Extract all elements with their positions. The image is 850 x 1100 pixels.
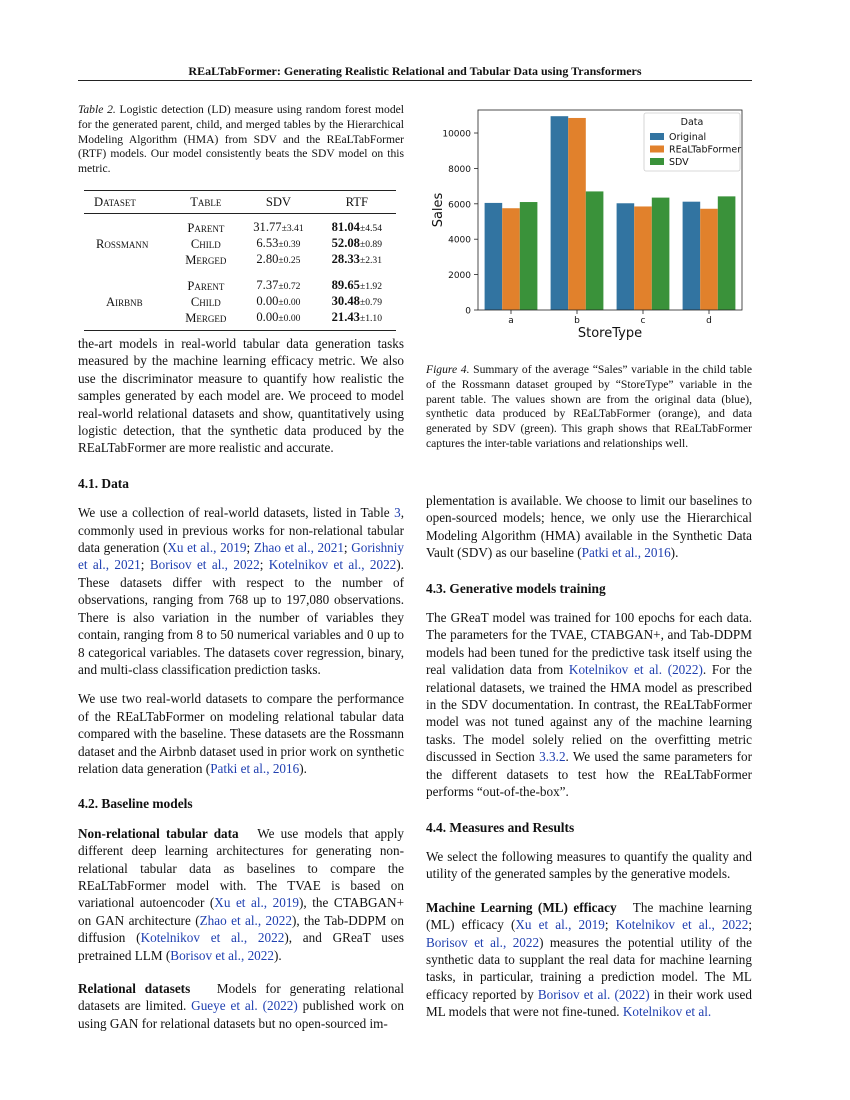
paragraph-heading: Relational datasets — [78, 981, 191, 996]
figure4-caption-label: Figure 4. — [426, 363, 470, 376]
text-span: The GReaT model was trained for 100 epochs for each data. The parameters for the TVAE, CTABGAN+, and Tab-DDPM models had been tuned for the predictive task itself using the real validation data from — [426, 610, 752, 678]
figure4-chart — [426, 100, 752, 355]
citation-link[interactable]: Gueye et al. (2022) — [191, 998, 298, 1014]
text-span: ). — [273, 947, 282, 963]
section-4-1-heading: 4.1. Data — [78, 475, 129, 491]
rtf-cell — [318, 236, 396, 252]
col-rtf: RTF — [318, 191, 396, 214]
bar-original-c — [617, 203, 635, 310]
figure4-caption — [426, 363, 752, 452]
citation-link[interactable]: Patki et al., 2016 — [210, 760, 300, 776]
citation-link[interactable]: Borisov et al., 2022 — [149, 557, 260, 573]
citation-link[interactable]: Kotelnikov et al. — [622, 1004, 712, 1020]
sdv-pm: ±0.00 — [278, 297, 301, 308]
table-row — [84, 214, 396, 237]
table2-grid — [84, 190, 396, 331]
section-4-3-heading: 4.3. Generative models training — [426, 580, 606, 596]
section-ref-link[interactable]: 3.3.2 — [539, 749, 566, 765]
text-span: ; — [246, 540, 254, 556]
x-tick-label: a — [508, 316, 514, 326]
text-span: ). — [299, 760, 307, 776]
col-table: Table — [172, 191, 239, 214]
sdv-value: 7.37 — [256, 278, 279, 292]
rtf-pm: ±0.79 — [359, 297, 382, 308]
table-cell: Merged — [172, 310, 239, 331]
text-span: ; — [259, 557, 269, 573]
paragraph-heading: Machine Learning (ML) efficacy — [426, 899, 617, 915]
text-span: Models for generating relational datasets are limited. — [78, 981, 404, 1014]
text-span: ), the CTABGAN+ on GAN architecture ( — [78, 895, 405, 928]
sdv-cell — [239, 252, 317, 268]
citation-link[interactable]: Kotelnikov et al., 2022 — [615, 917, 749, 933]
dataset-cell: Rossmann — [96, 237, 149, 251]
bar-sdv-c — [652, 198, 670, 310]
col-sdv: SDV — [239, 191, 317, 214]
legend-entry: REaLTabFormer — [669, 144, 742, 156]
bar-original-b — [551, 116, 569, 310]
sdv-value: 31.77 — [253, 220, 282, 234]
citation-link[interactable]: Borisov et al., 2022 — [426, 934, 540, 950]
citation-link[interactable]: Xu et al., 2019 — [515, 917, 605, 933]
legend-swatch — [650, 146, 664, 153]
rtf-value: 81.04 — [331, 220, 360, 234]
text-span: in their work used ML models that were not fine-tuned. — [426, 986, 752, 1020]
bar-sdv-a — [520, 202, 538, 310]
rtf-cell — [318, 252, 396, 268]
bar-original-d — [683, 202, 701, 310]
sdv-pm: ±0.72 — [278, 281, 301, 292]
sdv-value: 2.80 — [256, 252, 279, 266]
sdv-cell — [239, 236, 317, 252]
x-tick-label: c — [640, 316, 646, 326]
y-tick-label: 10000 — [442, 129, 471, 140]
legend-swatch — [650, 133, 664, 140]
text-span: published work on using GAN for relational datasets but no open-sourced im- — [78, 998, 404, 1031]
sdv-value: 6.53 — [256, 236, 279, 250]
rtf-value: 30.48 — [331, 294, 360, 308]
table-ref-link[interactable]: 3 — [394, 505, 401, 521]
table-cell: Parent — [187, 279, 225, 293]
table2-header-row — [84, 191, 396, 214]
bar-sdv-d — [718, 196, 736, 310]
rtf-value: 89.65 — [331, 278, 360, 292]
x-tick-label: d — [706, 316, 712, 326]
rtf-pm: ±1.10 — [359, 313, 382, 324]
bar-realtabformer-a — [502, 208, 520, 310]
y-tick-label: 8000 — [448, 164, 471, 175]
rel-paragraph — [78, 980, 404, 1032]
sdv-pm: ±0.39 — [278, 239, 301, 250]
table2-caption — [78, 103, 404, 177]
table-cell: Parent — [187, 221, 225, 235]
text-span: We use models that apply different deep learning architectures for generating non-relational tabular data as baselines to compare the REaLTabFormer model with. The TVAE is based on variational autoencoder ( — [78, 825, 405, 911]
sdv-cell — [239, 294, 317, 310]
text-span: ), and GReaT uses pretrained LLM ( — [78, 930, 404, 963]
text-span: ; — [604, 917, 616, 933]
y-tick-label: 4000 — [448, 235, 471, 246]
dataset-cell: Airbnb — [84, 268, 172, 331]
rtf-pm: ±4.54 — [359, 223, 382, 234]
legend-title: Data — [680, 117, 704, 128]
right-column-text — [426, 492, 752, 1021]
intro-paragraph: the-art models in real-world tabular data generation tasks measured by the machine learning efficacy metric. We also use the discriminator measure to quantify how realistic the samples generated by each model are. We proceed to model real-world relational datasets and show, quantitatively using logistic detection, that the synthetic data produced by the REaLTabFormer are more realistic and accurate. — [78, 336, 404, 456]
sdv-value: 0.00 — [256, 310, 279, 324]
text-span: ). — [670, 545, 679, 561]
table-row — [84, 268, 396, 294]
table-cell: Child — [190, 295, 221, 309]
measures-paragraph: We select the following measures to quantify the quality and utility of the generated samples by the generative models. — [426, 848, 752, 882]
citation-link[interactable]: Xu et al., 2019 — [214, 895, 300, 911]
left-column-text — [78, 335, 404, 1032]
citation-link[interactable]: Xu et al., 2019 — [167, 540, 247, 556]
bar-realtabformer-d — [700, 209, 718, 310]
rtf-value: 21.43 — [331, 310, 360, 324]
rtf-cell — [318, 214, 396, 237]
sdv-pm: ±3.41 — [281, 223, 304, 234]
sdv-cell — [239, 310, 317, 331]
citation-link[interactable]: Zhao et al., 2021 — [253, 540, 344, 556]
text-span: ), the Tab-DDPM on diffusion ( — [78, 912, 404, 946]
y-axis-label: Sales — [431, 192, 446, 228]
text-span: . For the relational datasets, we trained the HMA model as prescribed in the SDV documentation. In contrast, the REaLTabFormer model was not tuned against any of the machine learning tasks. The model solely relied on the overfitting metric discussed in Section — [426, 662, 752, 765]
legend-entry: SDV — [669, 157, 689, 168]
text-span: We use two real-world datasets to compare the performance of the REaLTabFormer on modeling relational tabular data compared with the baseline. These datasets are the Rossmann dataset and the Airbnb dataset used in prior work on synthetic relation data generation ( — [78, 691, 404, 776]
citation-link[interactable]: Borisov et al., 2022 — [170, 947, 274, 963]
legend-entry: Original — [669, 132, 707, 143]
rtf-value: 52.08 — [331, 236, 360, 250]
text-span: ) measures the potential utility of the synthetic data to supplant the real data for machine learning tasks, in particular, training a prediction model. The ML efficacy reported by — [426, 934, 752, 1002]
col-dataset: Dataset — [84, 191, 172, 214]
x-tick-label: b — [574, 316, 580, 326]
text-span: , commonly used in previous works for non-relational tabular data generation ( — [78, 505, 404, 556]
rtf-cell — [318, 310, 396, 331]
y-tick-label: 6000 — [448, 200, 471, 211]
text-span: The machine learning (ML) efficacy ( — [426, 899, 752, 933]
running-header: REaLTabFormer: Generating Realistic Relational and Tabular Data using Transformers — [188, 64, 642, 78]
bar-original-a — [485, 203, 503, 310]
legend-swatch — [650, 158, 664, 165]
baseline-cont-paragraph — [426, 492, 752, 562]
nonrel-paragraph — [78, 825, 404, 964]
text-span: We use a collection of real-world datasets, listed in Table — [78, 505, 395, 521]
table2 — [84, 190, 396, 331]
bar-chart-svg — [426, 100, 752, 350]
table2-caption-text: Logistic detection (LD) measure using random forest model for the generated parent, child, and merged tables by the Hierarchical Modeling Algorithm (HMA) from SDV and the REaLTabFormer (RTF) models. Our model consistently beats the SDV model on this metric. — [78, 103, 404, 176]
citation-link[interactable]: Patki et al., 2016 — [581, 545, 671, 561]
table-cell: Child — [190, 237, 221, 251]
chart-legend — [644, 113, 741, 171]
sdv-pm: ±0.00 — [278, 313, 301, 324]
x-axis-label: StoreType — [577, 326, 643, 341]
figure4-caption-text: Summary of the average “Sales” variable in the child table of the Rossmann dataset grouped by “StoreType” variable in the parent table. The values shown are from the original data (blue), synthetic data produced by REaLTabFormer (orange), and data generated by SDV (green). This graph shows that REaLTabFormer captures the inter-table variations and relationships well. — [426, 363, 753, 450]
text-span: ). These datasets differ with respect to the number of observations, ranging from 768 up to 197,080 observations. There is also variation in the number of variables they contain, ranging from 8 to 50 numerical variables and 0 up to 8 categorical variables. The datasets cover regression, binary, and multi-class classification prediction tasks. — [78, 557, 404, 677]
rtf-cell — [318, 268, 396, 294]
citation-link[interactable]: Zhao et al., 2022 — [199, 912, 292, 928]
rtf-value: 28.33 — [331, 252, 360, 266]
section-4-4-heading: 4.4. Measures and Results — [426, 819, 575, 835]
rtf-pm: ±1.92 — [359, 281, 382, 292]
text-span: . We used the same parameters for the different datasets to test how the REaLTabFormer performs “out-of-the-box”. — [426, 749, 752, 800]
citation-link[interactable]: Kotelnikov et al. (2022) — [568, 662, 703, 678]
bar-realtabformer-c — [634, 206, 652, 310]
paragraph-heading: Non-relational tabular data — [78, 825, 239, 841]
citation-link[interactable]: Gorishniy et al., 2021 — [78, 540, 405, 573]
y-tick-label: 2000 — [448, 271, 471, 282]
bar-sdv-b — [586, 191, 604, 310]
ml-efficacy-paragraph — [426, 899, 752, 1021]
section-4-2-heading: 4.2. Baseline models — [78, 796, 193, 812]
table-cell: Merged — [185, 253, 227, 267]
text-span: ; — [140, 557, 150, 573]
sdv-pm: ±0.25 — [278, 255, 301, 266]
rtf-cell — [318, 294, 396, 310]
table2-caption-label: Table 2. — [78, 103, 116, 116]
rtf-pm: ±0.89 — [359, 239, 382, 250]
data-paragraph-2 — [78, 690, 404, 777]
data-paragraph-1 — [78, 504, 404, 678]
text-span: ; — [343, 540, 352, 556]
text-span: ; — [748, 917, 753, 933]
sdv-value: 0.00 — [256, 294, 279, 308]
citation-link[interactable]: Kotelnikov et al., 2022 — [268, 557, 397, 573]
header-rule — [78, 80, 752, 81]
bar-realtabformer-b — [568, 118, 586, 310]
rtf-pm: ±2.31 — [359, 255, 382, 266]
citation-link[interactable]: Kotelnikov et al., 2022 — [140, 930, 285, 946]
text-span: plementation is available. We choose to limit our baselines to open-sourced models; hence, we only use the Hierarchical Modeling Algorithm (HMA) available in the Synthetic Data Vault (SDV) as our baseline ( — [426, 493, 752, 561]
sdv-cell — [239, 268, 317, 294]
training-paragraph — [426, 609, 752, 800]
sdv-cell — [239, 214, 317, 237]
y-tick-label: 0 — [465, 306, 471, 317]
citation-link[interactable]: Borisov et al. (2022) — [537, 986, 650, 1002]
